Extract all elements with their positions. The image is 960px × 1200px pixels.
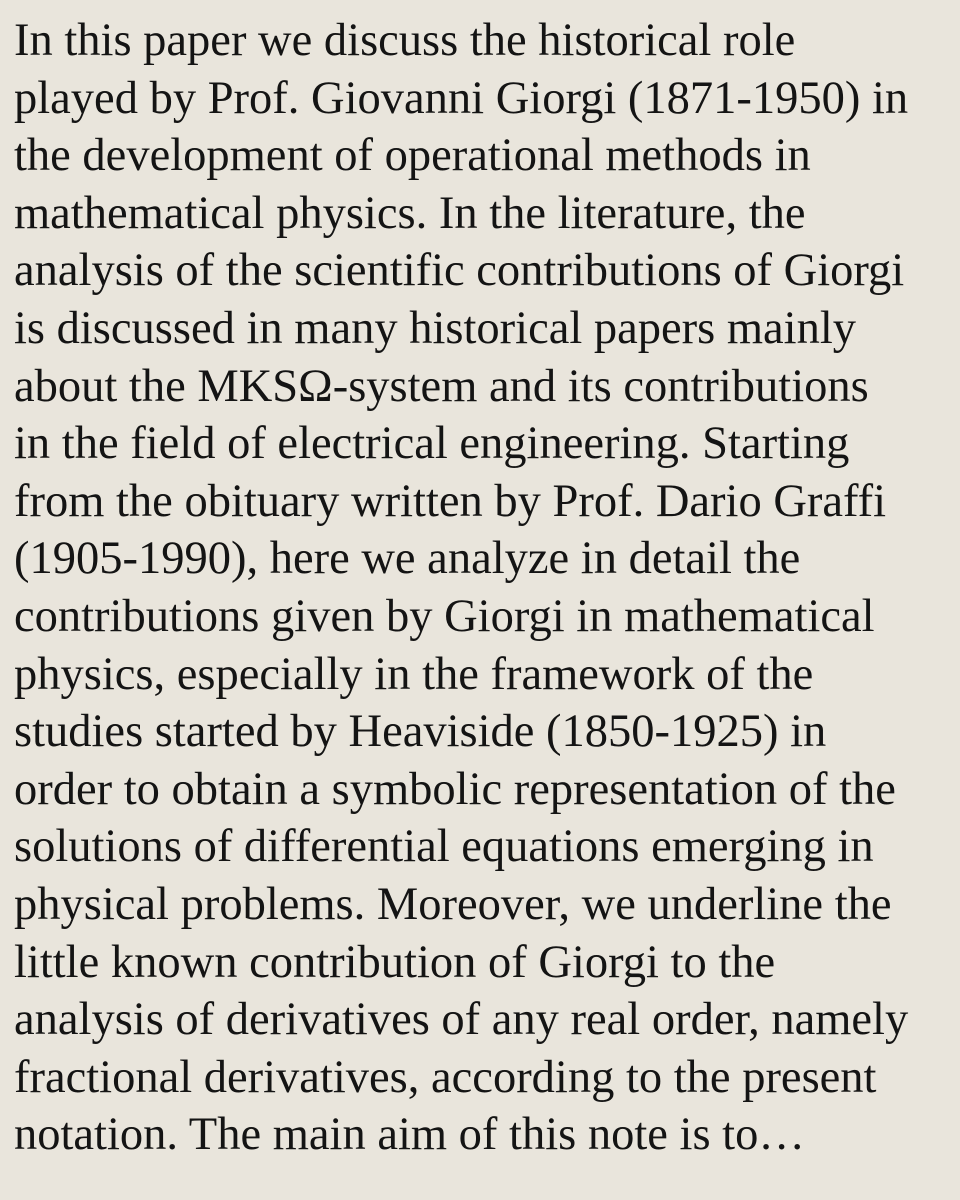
abstract-line-20: notation. The main aim of this note is to… <box>14 1109 805 1161</box>
abstract-line-9: from the obituary written by Prof. Dario Graffi <box>14 475 887 527</box>
abstract-line-15: solutions of differential equations emerging in <box>14 821 874 873</box>
abstract-line-10: (1905-1990), here we analyze in detail the <box>14 533 801 585</box>
abstract-line-3: the development of operational methods in <box>14 130 811 182</box>
abstract-line-19: fractional derivatives, according to the present <box>14 1051 877 1103</box>
abstract-line-8: in the field of electrical engineering. Starting <box>14 418 850 470</box>
abstract-line-11: contributions given by Giorgi in mathematical <box>14 590 875 642</box>
abstract-line-17: little known contribution of Giorgi to the <box>14 936 776 988</box>
abstract-line-4: mathematical physics. In the literature, the <box>14 187 806 239</box>
abstract-line-13: studies started by Heaviside (1850-1925) in <box>14 706 827 758</box>
abstract-line-16: physical problems. Moreover, we underline the <box>14 878 892 930</box>
abstract-line-6: is discussed in many historical papers mainly <box>14 302 857 354</box>
abstract-line-7: about the MKSΩ-system and its contributions <box>14 360 869 412</box>
abstract-line-18: analysis of derivatives of any real order, namely <box>14 994 909 1046</box>
abstract-text <box>14 12 946 1164</box>
abstract-line-2: played by Prof. Giovanni Giorgi (1871-1950) in <box>14 72 909 124</box>
abstract-line-1: In this paper we discuss the historical role <box>14 15 796 66</box>
abstract-line-14: order to obtain a symbolic representation of the <box>14 763 896 815</box>
abstract-line-5: analysis of the scientific contributions of Giorgi <box>14 245 905 297</box>
abstract-line-12: physics, especially in the framework of the <box>14 648 814 700</box>
